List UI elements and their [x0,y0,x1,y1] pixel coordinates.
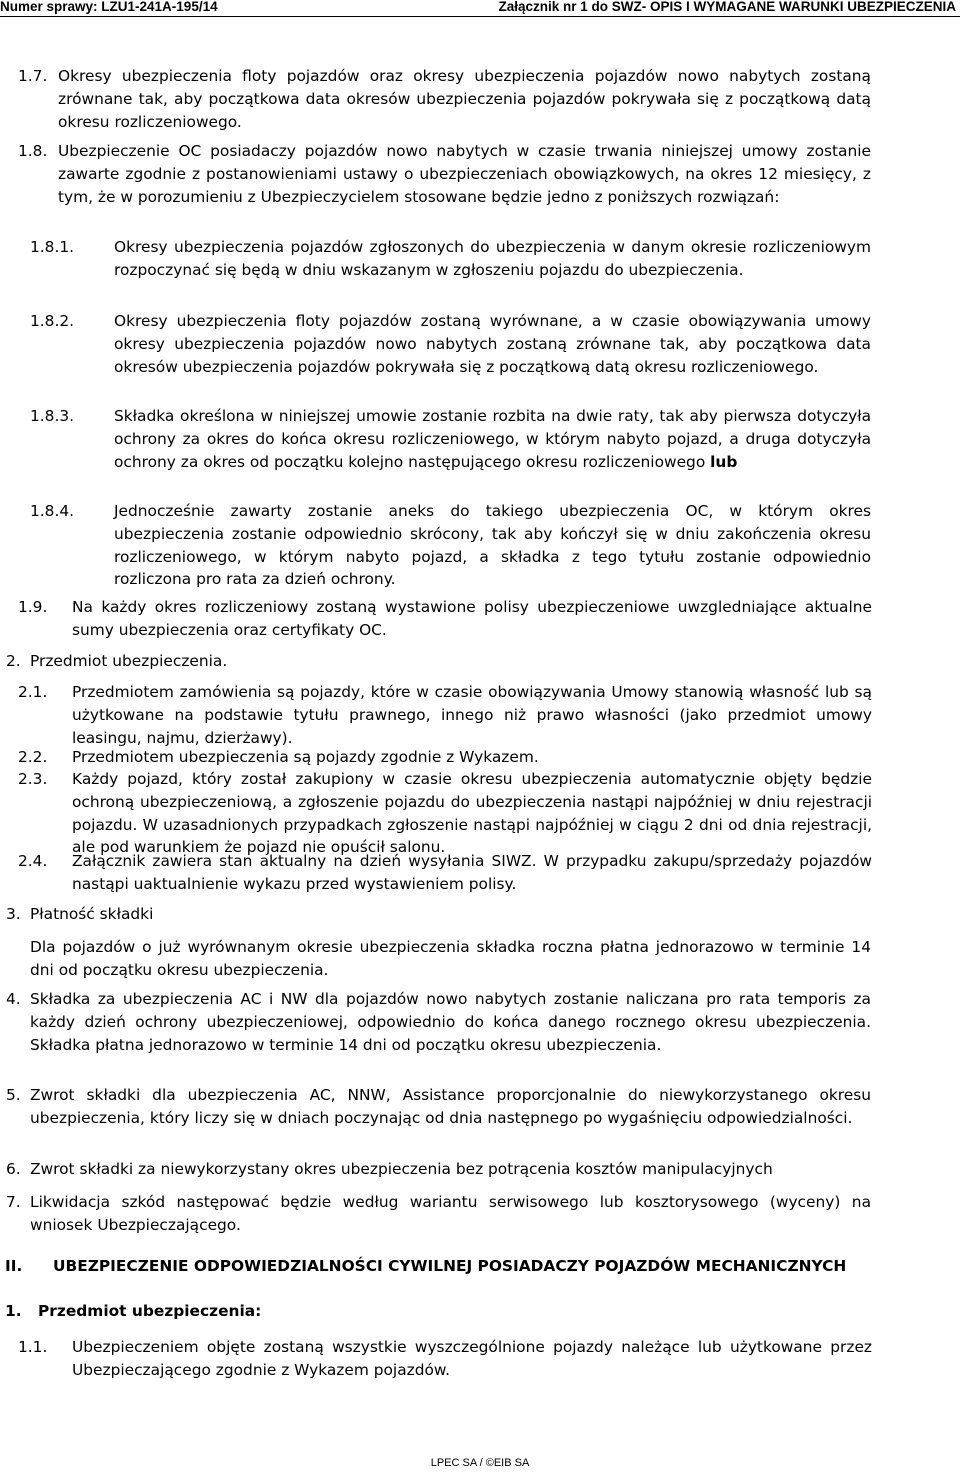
section-text: Ubezpieczenie OC posiadaczy pojazdów nowo nabytych w czasie trwania niniejszej umowy zostanie zawarte zgodnie z postanowieniami ustawy o ubezpieczeniach obowiązkowych, na okres 12 miesięcy, z tym, że w porozumieniu z Ubezpieczycielem stosowane będzie jedno z poniższych rozwiązań: [58,142,871,206]
section-number: 2. [6,652,21,670]
section-text: Na każdy okres rozliczeniowy zostaną wystawione polisy ubezpieczeniowe uwzgledniające aktualne sumy ubezpieczenia oraz certyfikaty OC. [72,598,872,639]
or-keyword: lub [710,452,738,471]
section-number: 2.4. [18,852,48,870]
section-text: Dla pojazdów o już wyrównanym okresie ubezpieczenia składka roczna płatna jednorazowo w terminie 14 dni od początku okresu ubezpieczenia. [30,938,871,979]
section-number: 1.7. [18,67,48,85]
section-title: Przedmiot ubezpieczenia: [38,1302,262,1320]
section-number: 1.8.1. [30,238,75,256]
section-text-body: Składka określona w niniejszej umowie zostanie rozbita na dwie raty, tak aby pierwsza dotyczyła ochrony za okres do końca okresu rozliczeniowego, w którym nabyto pojazd, a druga dotyczyła ochrony za okres od początku kolejno następującego okresu rozliczeniowego [114,407,871,471]
section-text: Likwidacja szkód następować będzie według wariantu serwisowego lub kosztorysowego (wyceny) na wniosek Ubezpieczającego. [30,1193,871,1234]
page-footer: LPEC SA / ©EIB SA [430,1457,530,1469]
section-number: 1.8.4. [30,502,75,520]
section-number: 4. [6,990,21,1008]
section-text: Zwrot składki dla ubezpieczenia AC, NNW, Assistance proporcjonalnie do niewykorzystanego okresu ubezpieczenia, który liczy się w dniach poczynając od dnia następnego po wygaśnięciu odpowiedzialności. [30,1086,871,1127]
section-text: Przedmiotem zamówienia są pojazdy, które w czasie obowiązywania Umowy stanowią własność lub są użytkowane na podstawie tytułu prawnego, innego niż prawo własności (jako przedmiot umowy leasingu, najmu, dzierżawy). [72,683,872,747]
section-number: 1.8. [18,142,48,160]
section-text: Każdy pojazd, który został zakupiony w czasie okresu ubezpieczenia automatycznie objęty będzie ochroną ubezpieczeniową, a zgłoszenie pojazdu do ubezpieczenia nastąpi najpóźniej w dniu rejestracji pojazdu. W uzasadnionych przypadkach zgłoszenie nastąpi najpóźniej w ciągu 2 dni od dnia rejestracji, ale pod warunkiem że pojazd nie opuścił salonu. [72,770,872,857]
section-number: 1.9. [18,598,48,616]
section-number: 1.8.3. [30,407,75,425]
section-number: 1.1. [18,1338,48,1356]
section-text: Okresy ubezpieczenia pojazdów zgłoszonych do ubezpieczenia w danym okresie rozliczeniowym rozpoczynać się będą w dniu wskazanym w zgłoszeniu pojazdu do ubezpieczenia. [114,238,871,279]
section-text: Jednocześnie zawarty zostanie aneks do takiego ubezpieczenia OC, w którym okres ubezpieczenia zostanie odpowiednio skrócony, tak aby kończył się w dniu zakończenia okresu rozliczeniowego, w którym nabyto pojazd, a składka z tego tytułu zostanie odpowiednio rozliczona pro rata za dzień ochrony. [114,502,871,589]
chapter-title: UBEZPIECZENIE ODPOWIEDZIALNOŚCI CYWILNEJ POSIADACZY POJAZDÓW MECHANICZNYCH [53,1257,847,1275]
section-text [114,405,871,473]
section-text: Zwrot składki za niewykorzystany okres ubezpieczenia bez potrącenia kosztów manipulacyjnych [30,1160,773,1178]
section-number: 6. [6,1160,21,1178]
section-number: 7. [6,1193,21,1211]
case-number: Numer sprawy: LZU1-241A-195/14 [0,0,218,14]
section-text: Okresy ubezpieczenia floty pojazdów zostaną wyrównane, a w czasie obowiązywania umowy okresy ubezpieczenia pojazdów nowo nabytych zostaną zrównane tak, aby początkowa data okresów ubezpieczenia pojazdów pokrywała się z początkową datą okresu rozliczeniowego. [114,312,871,376]
section-number: 2.2. [18,748,48,766]
chapter-number: II. [5,1257,23,1275]
section-number: 1. [5,1302,22,1320]
section-number: 2.3. [18,770,48,788]
attachment-title: Załącznik nr 1 do SWZ- OPIS I WYMAGANE WARUNKI UBEZPIECZENIA [498,0,956,14]
section-text: Składka za ubezpieczenia AC i NW dla pojazdów nowo nabytych zostanie naliczana pro rata temporis za każdy dzień ochrony ubezpieczeniowej, odpowiednio do końca danego rocznego okresu ubezpieczenia. Składka płatna jednorazowo w terminie 14 dni od początku okresu ubezpieczenia. [30,990,871,1054]
section-text: Przedmiotem ubezpieczenia są pojazdy zgodnie z Wykazem. [72,748,539,766]
page-header [0,0,960,16]
section-text: Ubezpieczeniem objęte zostaną wszystkie wyszczególnione pojazdy należące lub użytkowane przez Ubezpieczającego zgodnie z Wykazem pojazdów. [72,1338,872,1379]
section-number: 1.8.2. [30,312,75,330]
section-number: 2.1. [18,683,48,701]
header-rule [0,16,960,17]
section-number: 3. [6,905,21,923]
section-text: Przedmiot ubezpieczenia. [30,652,228,670]
section-text: Załącznik zawiera stan aktualny na dzień wysyłania SIWZ. W przypadku zakupu/sprzedaży pojazdów nastąpi uaktualnienie wykazu przed wystawieniem polisy. [72,852,872,893]
section-text: Płatność składki [30,905,154,923]
section-number: 5. [6,1086,21,1104]
section-text: Okresy ubezpieczenia floty pojazdów oraz okresy ubezpieczenia pojazdów nowo nabytych zostaną zrównane tak, aby początkowa data okresów ubezpieczenia pojazdów pokrywała się z początkową datą okresu rozliczeniowego. [58,67,871,131]
